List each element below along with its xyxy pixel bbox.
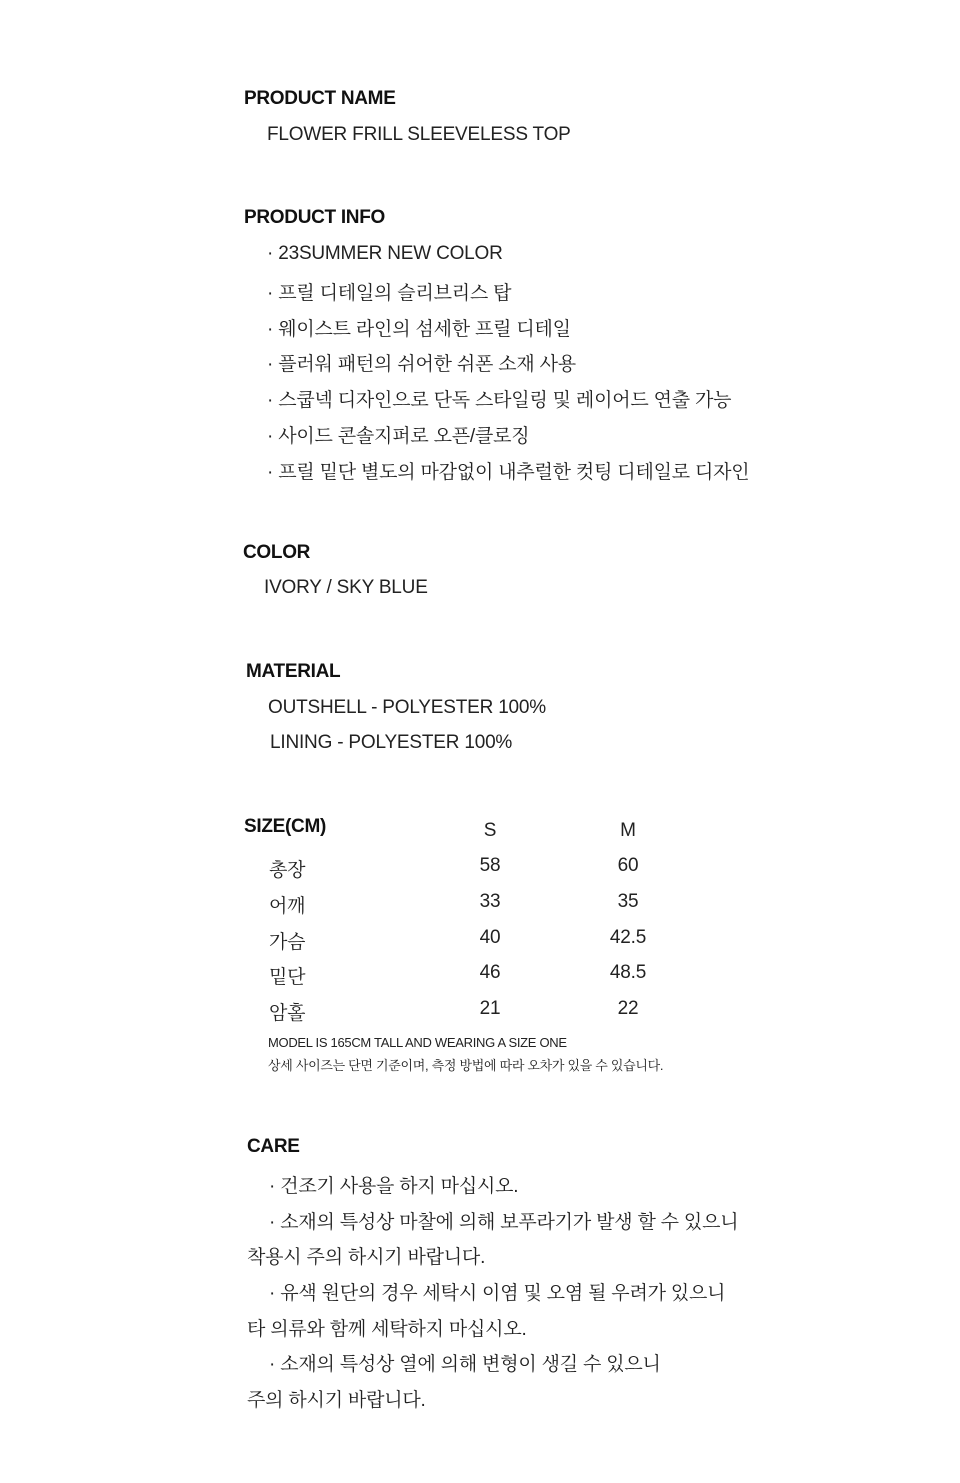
- size-row-s-value: 33: [479, 891, 501, 912]
- size-row-m-value: 22: [617, 998, 639, 1019]
- product-name-value: FLOWER FRILL SLEEVELESS TOP: [267, 124, 571, 145]
- size-row-s-value: 46: [479, 962, 501, 983]
- size-row-label: 암홀: [269, 1003, 306, 1024]
- size-row-label: 어깨: [269, 896, 306, 917]
- size-note-measure: 상세 사이즈는 단면 기준이며, 측정 방법에 따라 오차가 있을 수 있습니다.: [268, 1058, 664, 1073]
- care-line: · 건조기 사용을 하지 마십시오.: [269, 1176, 519, 1197]
- size-note-model: MODEL IS 165CM TALL AND WEARING A SIZE ONE: [268, 1035, 567, 1050]
- color-value: IVORY / SKY BLUE: [264, 577, 428, 598]
- size-row-label: 총장: [269, 860, 306, 881]
- size-column-s: S: [483, 820, 497, 841]
- size-row-m-value: 35: [617, 891, 639, 912]
- care-line: · 유색 원단의 경우 세탁시 이염 및 오염 될 우려가 있으니: [269, 1283, 726, 1304]
- product-info-item: · 프릴 디테일의 슬리브리스 탑: [267, 283, 512, 304]
- care-heading: CARE: [247, 1136, 300, 1157]
- size-column-m: M: [620, 820, 636, 841]
- product-info-heading: PRODUCT INFO: [244, 207, 386, 228]
- product-name-heading: PRODUCT NAME: [244, 88, 396, 109]
- size-row-s-value: 40: [479, 927, 501, 948]
- product-info-item: · 프릴 밑단 별도의 마감없이 내추럴한 컷팅 디테일로 디자인: [267, 462, 750, 483]
- product-info-item: · 웨이스트 라인의 섬세한 프릴 디테일: [267, 319, 571, 340]
- size-row-label: 가슴: [269, 932, 306, 953]
- product-info-item: · 스쿱넥 디자인으로 단독 스타일링 및 레이어드 연출 가능: [267, 390, 732, 411]
- size-row-s-value: 58: [479, 855, 501, 876]
- care-line: 타 의류와 함께 세탁하지 마십시오.: [247, 1319, 527, 1340]
- product-info-item: · 23SUMMER NEW COLOR: [267, 243, 503, 264]
- color-heading: COLOR: [243, 542, 311, 563]
- care-line: · 소재의 특성상 마찰에 의해 보푸라기가 발생 할 수 있으니: [269, 1212, 739, 1233]
- size-row-label: 밑단: [269, 967, 306, 988]
- size-row-m-value: 48.5: [609, 962, 647, 983]
- product-info-item: · 사이드 콘솔지퍼로 오픈/클로징: [267, 426, 530, 447]
- product-info-item: · 플러워 패턴의 쉬어한 쉬폰 소재 사용: [267, 354, 576, 375]
- material-lining: LINING - POLYESTER 100%: [270, 732, 513, 753]
- size-row-m-value: 60: [617, 855, 639, 876]
- material-heading: MATERIAL: [246, 661, 341, 682]
- care-line: 주의 하시기 바랍니다.: [247, 1390, 426, 1411]
- size-row-m-value: 42.5: [609, 927, 647, 948]
- size-row-s-value: 21: [479, 998, 501, 1019]
- care-line: 착용시 주의 하시기 바랍니다.: [247, 1247, 486, 1268]
- size-heading: SIZE(CM): [244, 816, 327, 837]
- care-line: · 소재의 특성상 열에 의해 변형이 생길 수 있으니: [269, 1354, 661, 1375]
- material-outshell: OUTSHELL - POLYESTER 100%: [268, 697, 546, 718]
